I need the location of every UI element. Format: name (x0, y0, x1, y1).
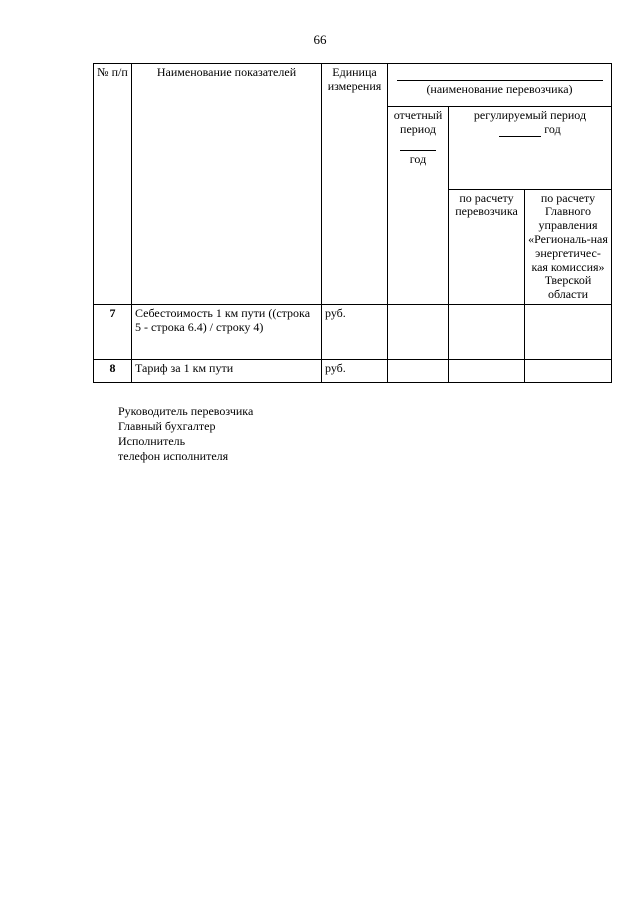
signature-block (118, 404, 253, 464)
table-row (94, 305, 612, 360)
row-commission-value (525, 305, 612, 360)
report-table (93, 63, 612, 383)
regulated-period-label: регулируемый период (473, 108, 587, 122)
row-carrier-value (449, 360, 525, 383)
header-by-commission: по расчету Главного управления «Региональ-ная энергетичес-кая комиссия» Тверской области (525, 189, 612, 304)
regulated-year-label: год (544, 121, 561, 136)
header-reporting-period (388, 107, 449, 305)
regulated-year-line (499, 124, 541, 137)
reporting-period-label: отчетный период (393, 108, 443, 136)
reporting-year-line (400, 149, 436, 151)
row-unit: руб. (322, 305, 388, 360)
row-name: Тариф за 1 км пути (132, 360, 322, 383)
header-by-carrier: по расчету перевозчика (449, 189, 525, 304)
signature-chief-accountant: Главный бухгалтер (118, 419, 216, 433)
page-number: 66 (313, 32, 327, 47)
row-carrier-value (449, 305, 525, 360)
signature-executor: Исполнитель (118, 434, 186, 448)
reporting-year-label: год (409, 151, 427, 166)
carrier-name-line (397, 70, 603, 81)
table-row (94, 360, 612, 383)
row-num: 7 (94, 305, 132, 360)
row-reporting-value (388, 360, 449, 383)
header-num: № п/п (94, 64, 132, 305)
carrier-caption: (наименование перевозчика) (426, 82, 573, 96)
row-num: 8 (94, 360, 132, 383)
row-name: Себестоимость 1 км пути ((строка 5 - строка 6.4) / строку 4) (132, 305, 322, 360)
row-commission-value (525, 360, 612, 383)
signature-head: Руководитель перевозчика (118, 404, 254, 418)
header-carrier (388, 64, 612, 107)
header-unit: Единица измерения (322, 64, 388, 305)
row-unit: руб. (322, 360, 388, 383)
signature-executor-phone: телефон исполнителя (118, 449, 229, 463)
header-regulated-period (449, 107, 612, 190)
row-reporting-value (388, 305, 449, 360)
header-indicator-name: Наименование показателей (132, 64, 322, 305)
header-row-1 (94, 64, 612, 107)
